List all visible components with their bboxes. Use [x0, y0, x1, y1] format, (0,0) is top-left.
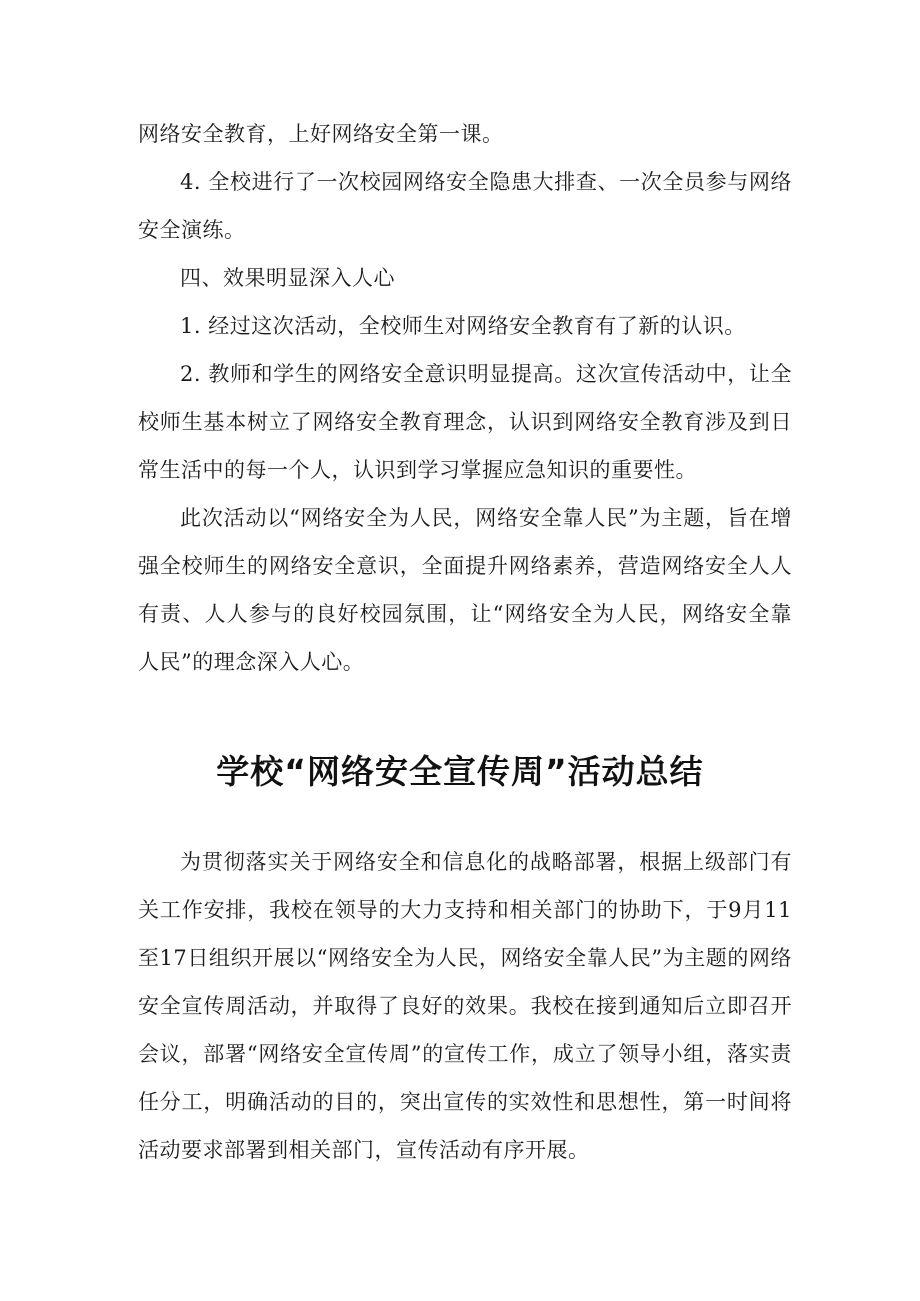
continuation-paragraph: 网络安全教育，上好网络安全第一课。 — [138, 122, 504, 146]
item-4-paragraph: 4. 全校进行了一次校园网络安全隐患大排查、一次全员参与网络安全演练。 — [138, 170, 792, 242]
document-title: 学校“网络安全宣传周”活动总结 — [216, 752, 704, 791]
section-4-heading: 四、效果明显深入人心 — [180, 266, 395, 290]
effect-1-paragraph: 1. 经过这次活动，全校师生对网络安全教育有了新的认识。 — [180, 314, 746, 338]
effect-2-paragraph: 2. 教师和学生的网络安全意识明显提高。这次宣传活动中，让全校师生基本树立了网络安全教育理念，认识到网络安全教育涉及到日常生活中的每一个人，认识到学习掌握应急知识的重要性。 — [138, 362, 792, 482]
intro-paragraph: 为贯彻落实关于网络安全和信息化的战略部署，根据上级部门有关工作安排，我校在领导的大力支持和相关部门的协助下，于9月11至17日组织开展以“网络安全为人民，网络安全靠人民”为主题的网络安全宣传周活动，并取得了良好的效果。我校在接到通知后立即召开会议，部署“网络安全宣传周”的宣传工作，成立了领导小组，落实责任分工，明确活动的目的，突出宣传的实效性和思想性，第一时间将活动要求部署到相关部门，宣传活动有序开展。 — [138, 850, 792, 1162]
closing-paragraph: 此次活动以“网络安全为人民，网络安全靠人民”为主题，旨在增强全校师生的网络安全意识，全面提升网络素养，营造网络安全人人有责、人人参与的良好校园氛围，让“网络安全为人民，网络安全靠人民”的理念深入人心。 — [138, 506, 792, 674]
